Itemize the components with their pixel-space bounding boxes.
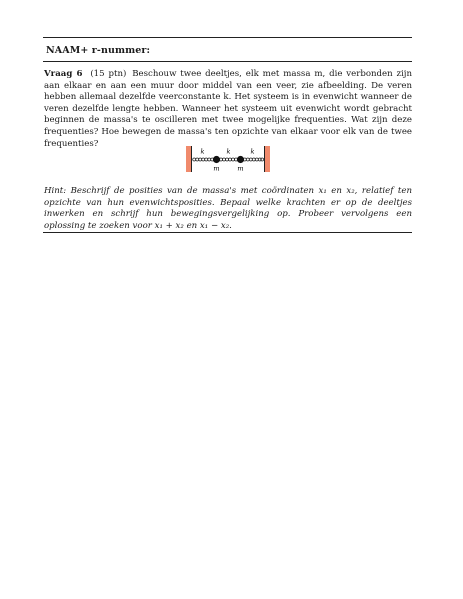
- spring-right: [243, 158, 263, 161]
- right-wall: [265, 146, 270, 172]
- question-label: Vraag 6: [44, 69, 83, 79]
- mass-right: [237, 156, 244, 163]
- spring-label-left: k: [200, 147, 205, 156]
- mass-label-right: m: [237, 164, 244, 173]
- left-wall: [186, 146, 191, 172]
- question-points: (15 ptn): [90, 69, 127, 79]
- spring-mass-figure: [186, 144, 270, 174]
- hint-text: Hint: Beschrijf de posities van de massa's met coördinaten x₁ en x₂, relatief ten opzichte van hun evenwichtsposities. Bepaal welke krachten er op de deeltjes inwerken en schrijf hun bewegingsvergelijking op. Probeer vervolgens een oplossing te zoeken voor x₁ + x₂ en x₁ − x₂.: [44, 186, 412, 231]
- spring-middle: [220, 158, 238, 161]
- mass-left: [213, 156, 220, 163]
- spring-label-middle: k: [226, 147, 231, 156]
- bottom-rule: [43, 232, 412, 233]
- header-rule: [43, 61, 412, 62]
- spring-left: [193, 158, 214, 161]
- mass-label-left: m: [213, 164, 220, 173]
- top-rule: [43, 37, 412, 38]
- question-block: [44, 69, 412, 150]
- spring-label-right: k: [250, 147, 255, 156]
- name-field-label: NAAM+ r-nummer:: [46, 45, 151, 56]
- question-text: Beschouw twee deeltjes, elk met massa m, die verbonden zijn aan elkaar en aan een muur door middel van een veer, zie afbeelding. De veren hebben allemaal dezelfde veerconstante k. Het systeem is in evenwicht wanneer de veren dezelfde lengte hebben. Wanneer het systeem uit evenwicht wordt gebracht beginnen de massa's te oscilleren met twee mogelijke frequenties. Wat zijn deze frequenties? Hoe bewegen de massa's ten opzichte van elkaar voor elk van de twee frequenties?: [44, 69, 412, 149]
